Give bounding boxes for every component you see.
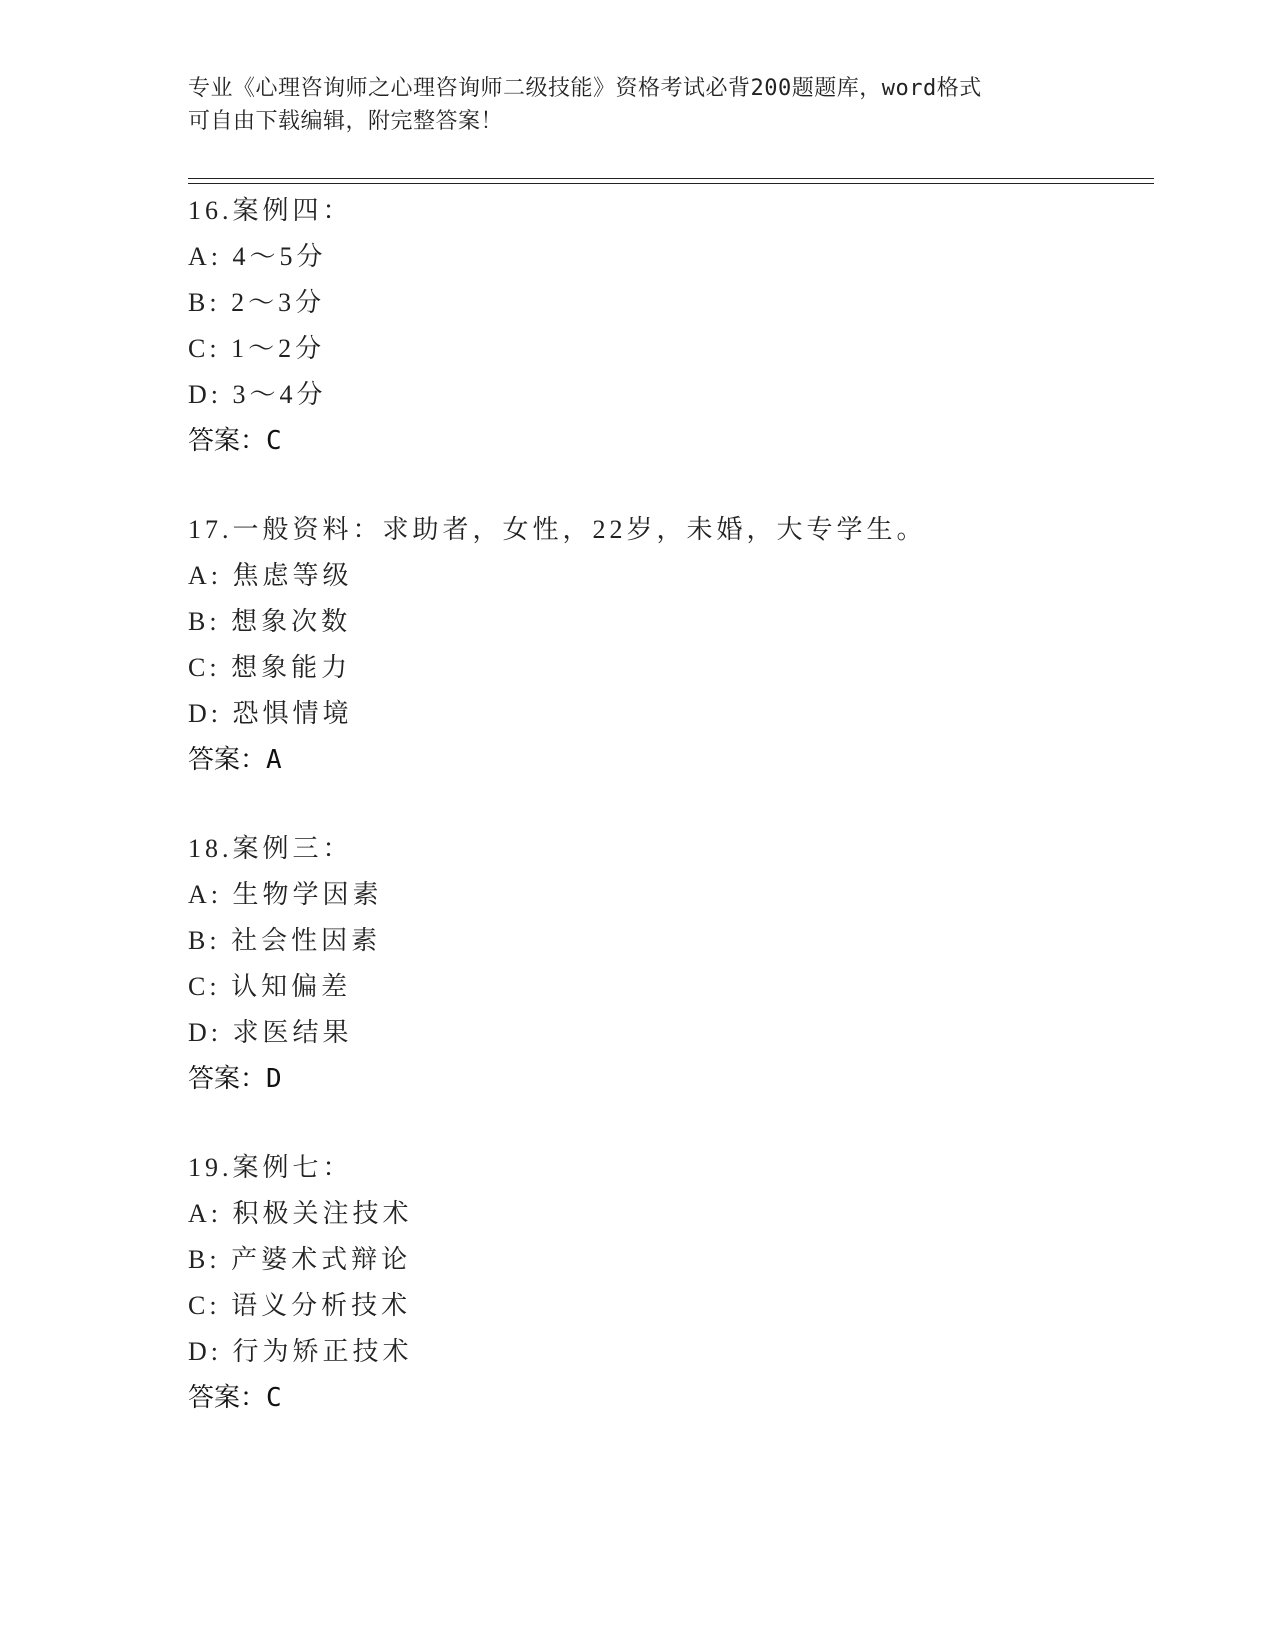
- answer-value: D: [266, 1064, 282, 1094]
- question-19: [188, 1145, 1148, 1421]
- option-a: A: 积极关注技术: [188, 1199, 413, 1228]
- question-stem: 16.案例四：: [188, 196, 353, 225]
- answer-line: [188, 418, 1148, 464]
- option-b: B: 2～3分: [188, 288, 326, 317]
- answer-label: 答案：: [188, 745, 267, 775]
- option-d: D: 求医结果: [188, 1018, 353, 1047]
- option-a: A: 焦虑等级: [188, 561, 353, 590]
- option-c: C: 1～2分: [188, 334, 326, 363]
- answer-line: [188, 1375, 1148, 1421]
- option-d: D: 恐惧情境: [188, 699, 353, 728]
- answer-value: C: [266, 426, 282, 456]
- answer-label: 答案：: [188, 1383, 267, 1413]
- option-c: C: 语义分析技术: [188, 1291, 412, 1320]
- option-d: D: 3～4分: [188, 380, 327, 409]
- answer-value: C: [266, 1383, 282, 1413]
- question-stem: 18.案例三：: [188, 834, 353, 863]
- option-b: B: 想象次数: [188, 607, 352, 636]
- question-list: [188, 188, 1148, 1464]
- option-a: A: 生物学因素: [188, 880, 383, 909]
- header-title-line-2: 可自由下载编辑，附完整答案！: [188, 109, 504, 134]
- document-header: [188, 72, 1088, 138]
- option-b: B: 产婆术式辩论: [188, 1245, 412, 1274]
- question-stem: 19.案例七：: [188, 1153, 353, 1182]
- header-divider-top: [188, 178, 1154, 179]
- header-divider-bottom: [188, 183, 1154, 184]
- answer-label: 答案：: [188, 426, 267, 456]
- answer-line: [188, 1056, 1148, 1102]
- answer-value: A: [266, 745, 282, 775]
- option-c: C: 认知偏差: [188, 972, 352, 1001]
- option-a: A: 4～5分: [188, 242, 327, 271]
- option-c: C: 想象能力: [188, 653, 352, 682]
- option-d: D: 行为矫正技术: [188, 1337, 413, 1366]
- question-17: [188, 507, 1148, 783]
- question-stem: 17.一般资料：求助者，女性，22岁，未婚，大专学生。: [188, 515, 927, 544]
- answer-line: [188, 737, 1148, 783]
- answer-label: 答案：: [188, 1064, 267, 1094]
- option-b: B: 社会性因素: [188, 926, 382, 955]
- header-title-line-1: 专业《心理咨询师之心理咨询师二级技能》资格考试必背200题题库，word格式: [188, 76, 982, 101]
- question-18: [188, 826, 1148, 1102]
- question-16: [188, 188, 1148, 464]
